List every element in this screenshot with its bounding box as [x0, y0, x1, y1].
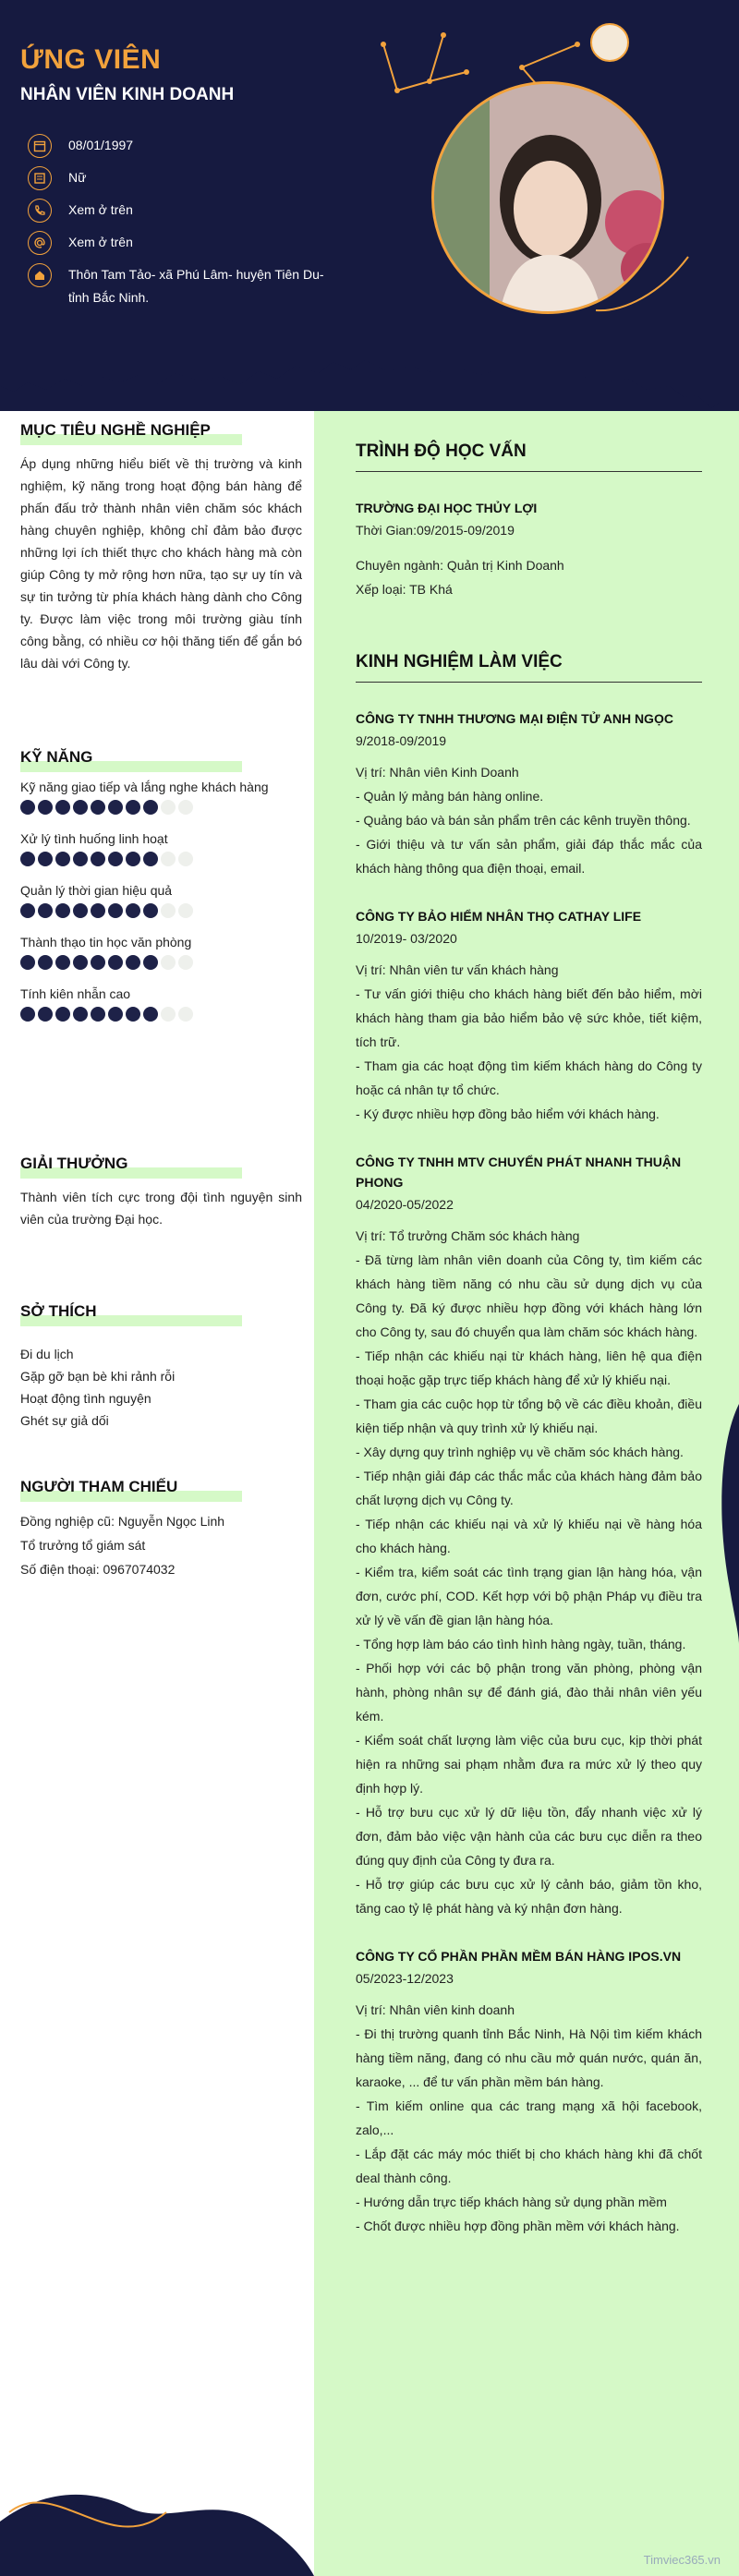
experience-section [356, 652, 702, 2264]
hobbies-heading: SỞ THÍCH [20, 1302, 302, 1321]
job-duty: - Hỗ trợ giúp các bưu cục xử lý cảnh báo, giảm tồn kho, tăng cao tỷ lệ phát hàng và ký nhận đơn hàng. [356, 1877, 702, 1916]
education-rank: Xếp loại: TB Khá [356, 582, 453, 597]
contact-phone [28, 199, 342, 223]
skills-section [20, 748, 302, 1038]
rating-dot-filled [55, 955, 70, 970]
hobby-item: Đi du lịch [20, 1347, 74, 1361]
objective-section [20, 421, 302, 674]
rating-dot-filled [38, 955, 53, 970]
school-name: TRƯỜNG ĐẠI HỌC THỦY LỢI [356, 501, 538, 515]
job-duty: - Đi thị trường quanh tỉnh Bắc Ninh, Hà Nội tìm kiếm khách hàng tiềm năng, đang có nhu cầu mở quán nước, quán ăn, karaoke, ... để tư vấn phần mềm bán hàng. [356, 2026, 702, 2089]
job-duty: - Tham gia các hoạt động tìm kiếm khách hàng do Công ty hoặc cá nhân tự tổ chức. [356, 1058, 702, 1097]
rating-dot-filled [143, 1007, 158, 1022]
job-time: 05/2023-12/2023 [356, 1971, 454, 1986]
rating-dot-filled [126, 800, 140, 815]
education-section [356, 441, 702, 601]
skill-item [20, 986, 302, 1022]
rating-dot-filled [91, 955, 105, 970]
job-duty: - Quản lý mảng bán hàng online. [356, 789, 544, 804]
job-duty: - Tiếp nhận giải đáp các thắc mắc của khách hàng đảm bảo chất lượng dịch vụ Công ty. [356, 1469, 702, 1507]
skill-item [20, 831, 302, 866]
job-duty: - Tổng hợp làm báo cáo tình hình hàng ngày, tuần, tháng. [356, 1637, 686, 1651]
rating-dot-filled [20, 903, 35, 918]
gender-icon [28, 166, 52, 190]
job-entry [356, 708, 702, 880]
education-time: Thời Gian:09/2015-09/2019 [356, 523, 515, 538]
skill-item [20, 780, 302, 815]
job-list [356, 708, 702, 2238]
rating-dot-empty [161, 1007, 176, 1022]
rating-dot-filled [143, 903, 158, 918]
rating-dot-filled [73, 852, 88, 866]
skills-list [20, 780, 302, 1022]
job-duty: - Tiếp nhận các khiếu nại và xử lý khiếu nại về hàng hóa cho khách hàng. [356, 1517, 702, 1555]
job-position: Vị trí: Nhân viên tư vấn khách hàng [356, 962, 559, 977]
hobby-item: Ghét sự giả dối [20, 1413, 109, 1428]
rating-dot-filled [38, 903, 53, 918]
job-position: Vị trí: Tổ trưởng Chăm sóc khách hàng [356, 1228, 580, 1243]
rating-dot-filled [73, 903, 88, 918]
rating-dot-filled [91, 1007, 105, 1022]
email-icon [28, 231, 52, 255]
rating-dot-filled [126, 852, 140, 866]
skill-label: Kỹ năng giao tiếp và lắng nghe khách hàng [20, 780, 269, 794]
skill-label: Thành thạo tin học văn phòng [20, 935, 192, 949]
skill-rating [20, 800, 302, 815]
watermark: Timviec365.vn [643, 2553, 721, 2567]
bottom-decoration [0, 2457, 314, 2576]
job-duty: - Đã từng làm nhân viên doanh của Công ty, tìm kiếm các khách hàng tiềm năng có nhu cầu sử dụng dịch vụ của Công ty. Đã ký được nhiều hợp đồng với khách hàng lớn cho Công ty, sau đó chuyển qua làm chăm sóc khách hàng. [356, 1252, 702, 1339]
phone-text: Xem ở trên [68, 202, 133, 217]
reference-section [20, 1478, 302, 1581]
hobby-item: Gặp gỡ bạn bè khi rảnh rỗi [20, 1369, 176, 1384]
rating-dot-empty [178, 800, 193, 815]
calendar-icon [28, 134, 52, 158]
gender-text: Nữ [68, 170, 87, 185]
rating-dot-empty [178, 903, 193, 918]
skill-item [20, 935, 302, 970]
job-entry [356, 1946, 702, 2238]
job-duty: - Quảng báo và bán sản phẩm trên các kênh truyền thông. [356, 813, 691, 828]
company-name: CÔNG TY BẢO HIỂM NHÂN THỌ CATHAY LIFE [356, 909, 642, 924]
rating-dot-filled [55, 903, 70, 918]
job-duty: - Tư vấn giới thiệu cho khách hàng biết đến bảo hiểm, mời khách hàng tham gia bảo hiểm bảo vệ sức khỏe, tiết kiệm, tích trữ. [356, 986, 702, 1049]
rating-dot-filled [108, 955, 123, 970]
contact-list [28, 134, 342, 318]
rating-dot-empty [178, 852, 193, 866]
rating-dot-filled [126, 955, 140, 970]
rating-dot-filled [143, 800, 158, 815]
job-duty: - Chốt được nhiều hợp đồng phần mềm với khách hàng. [356, 2219, 680, 2233]
job-duty: - Kiểm tra, kiểm soát các tình trạng gian lận hàng hóa, vận đơn, cước phí, COD. Kết hợp với bộ phận Pháp vụ điều tra xử lý về vấn đề gian lận hàng hóa. [356, 1565, 702, 1627]
rating-dot-filled [73, 800, 88, 815]
rating-dot-filled [73, 1007, 88, 1022]
reference-line: Đồng nghiệp cũ: Nguyễn Ngọc Linh [20, 1514, 225, 1529]
reference-heading: NGƯỜI THAM CHIẾU [20, 1478, 302, 1496]
skill-label: Tính kiên nhẫn cao [20, 986, 131, 1001]
contact-email [28, 231, 342, 255]
rating-dot-filled [143, 852, 158, 866]
rating-dot-filled [108, 1007, 123, 1022]
job-entry [356, 1152, 702, 1920]
job-position: Vị trí: Nhân viên kinh doanh [356, 2002, 515, 2017]
hobbies-section [20, 1302, 302, 1432]
skill-label: Xử lý tình huống linh hoạt [20, 831, 168, 846]
education-major: Chuyên ngành: Quản trị Kinh Doanh [356, 558, 564, 573]
skill-rating [20, 1007, 302, 1022]
rating-dot-filled [143, 955, 158, 970]
job-title: NHÂN VIÊN KINH DOANH [20, 85, 235, 104]
reference-line: Số điện thoại: 0967074032 [20, 1562, 176, 1577]
job-duty: - Xây dựng quy trình nghiệp vụ về chăm sóc khách hàng. [356, 1445, 684, 1459]
education-heading: TRÌNH ĐỘ HỌC VẤN [356, 441, 702, 472]
contact-birthdate [28, 134, 342, 158]
job-duty: - Tiếp nhận các khiếu nại từ khách hàng, liên hệ qua điện thoại hoặc gặp trực tiếp khách hàng để xử lý khiếu nại. [356, 1348, 702, 1387]
rating-dot-filled [38, 852, 53, 866]
job-duty: - Lắp đặt các máy móc thiết bị cho khách hàng khi đã chốt deal thành công. [356, 2147, 702, 2185]
job-duty: - Giới thiệu và tư vấn sản phẩm, giải đáp thắc mắc của khách hàng thông qua điện thoại, email. [356, 837, 702, 876]
company-name: CÔNG TY TNHH THƯƠNG MẠI ĐIỆN TỬ ANH NGỌC [356, 711, 673, 726]
hobby-item: Hoạt động tình nguyện [20, 1391, 151, 1406]
job-duty: - Phối hợp với các bộ phận trong văn phòng, phòng vận hành, phòng nhân sự để đánh giá, đào thải nhân viên yếu kém. [356, 1661, 702, 1723]
email-text: Xem ở trên [68, 235, 133, 249]
birthdate-text: 08/01/1997 [68, 138, 134, 152]
awards-heading: GIẢI THƯỞNG [20, 1155, 302, 1173]
job-duty: - Kiểm soát chất lượng làm việc của bưu cục, kịp thời phát hiện ra những sai phạm nhằm đưa ra mức xử lý theo quy định hợp lý. [356, 1733, 702, 1796]
contact-gender [28, 166, 342, 190]
awards-text: Thành viên tích cực trong đội tình nguyện sinh viên của trường Đại học. [20, 1190, 302, 1227]
rating-dot-empty [178, 955, 193, 970]
skill-rating [20, 955, 302, 970]
rating-dot-filled [108, 852, 123, 866]
rating-dot-filled [20, 955, 35, 970]
cv-heading: ỨNG VIÊN [20, 44, 162, 75]
rating-dot-filled [73, 955, 88, 970]
rating-dot-empty [178, 1007, 193, 1022]
rating-dot-empty [161, 800, 176, 815]
rating-dot-filled [91, 903, 105, 918]
skill-rating [20, 903, 302, 918]
reference-line: Tổ trưởng tổ giám sát [20, 1538, 146, 1553]
job-time: 9/2018-09/2019 [356, 733, 447, 748]
job-duty: - Hướng dẫn trực tiếp khách hàng sử dụng phần mềm [356, 2195, 667, 2209]
rating-dot-filled [55, 800, 70, 815]
skill-item [20, 883, 302, 918]
address-text: Thôn Tam Tảo- xã Phú Lâm- huyện Tiên Du- tỉnh Bắc Ninh. [68, 267, 324, 305]
objective-text: Áp dụng những hiểu biết về thị trường và kinh nghiệm, kỹ năng trong hoạt động bán hàng để phấn đấu trở thành nhân viên chăm sóc khách hàng chuyên nghiệp, không chỉ đảm bảo được những lợi ích thiết thực cho khách hàng mà còn giúp Công ty mở rộng hơn nữa, tạo sự uy tín và sự tin tưởng từ phía khách hàng dành cho Công ty. Được làm việc trong môi trường giàu tính công bằng, có nhiều cơ hội thăng tiến để gắn bó lâu dài với Công ty. [20, 456, 302, 671]
rating-dot-filled [108, 800, 123, 815]
home-icon [28, 263, 52, 287]
torn-edge-decoration [0, 305, 739, 434]
job-duty: - Ký được nhiều hợp đồng bảo hiểm với khách hàng. [356, 1107, 660, 1121]
experience-heading: KINH NGHIỆM LÀM VIỆC [356, 652, 702, 683]
rating-dot-filled [20, 800, 35, 815]
rating-dot-filled [20, 852, 35, 866]
job-duty: - Tham gia các cuộc họp từ tổng bộ về các điều khoản, điều kiện tiếp nhận và quy trình xử lý khiếu nại. [356, 1397, 702, 1435]
rating-dot-filled [91, 852, 105, 866]
phone-icon [28, 199, 52, 223]
job-position: Vị trí: Nhân viên Kinh Doanh [356, 765, 519, 780]
side-decoration [711, 1404, 739, 1644]
job-time: 04/2020-05/2022 [356, 1197, 454, 1212]
rating-dot-empty [161, 903, 176, 918]
company-name: CÔNG TY CỔ PHẦN PHẦN MỀM BÁN HÀNG IPOS.VN [356, 1949, 682, 1964]
rating-dot-filled [108, 903, 123, 918]
rating-dot-filled [38, 800, 53, 815]
objective-heading: MỤC TIÊU NGHỀ NGHIỆP [20, 421, 302, 440]
skill-label: Quản lý thời gian hiệu quả [20, 883, 173, 898]
job-duty: - Tìm kiếm online qua các trang mạng xã hội facebook, zalo,... [356, 2098, 702, 2137]
skill-rating [20, 852, 302, 866]
rating-dot-empty [161, 955, 176, 970]
rating-dot-filled [126, 1007, 140, 1022]
contact-address [28, 263, 342, 309]
skills-heading: KỸ NĂNG [20, 748, 302, 767]
rating-dot-filled [20, 1007, 35, 1022]
rating-dot-filled [126, 903, 140, 918]
rating-dot-filled [91, 800, 105, 815]
company-name: CÔNG TY TNHH MTV CHUYỂN PHÁT NHANH THUẬN PHONG [356, 1155, 682, 1190]
job-duty: - Hỗ trợ bưu cục xử lý dữ liệu tồn, đẩy nhanh việc xử lý đơn, đảm bảo việc vận hành của các bưu cục diễn ra theo đúng quy định của Công ty đưa ra. [356, 1805, 702, 1868]
profile-photo [431, 81, 664, 314]
job-time: 10/2019- 03/2020 [356, 931, 457, 946]
rating-dot-empty [161, 852, 176, 866]
rating-dot-filled [55, 852, 70, 866]
job-entry [356, 906, 702, 1126]
awards-section [20, 1155, 302, 1230]
rating-dot-filled [55, 1007, 70, 1022]
rating-dot-filled [38, 1007, 53, 1022]
